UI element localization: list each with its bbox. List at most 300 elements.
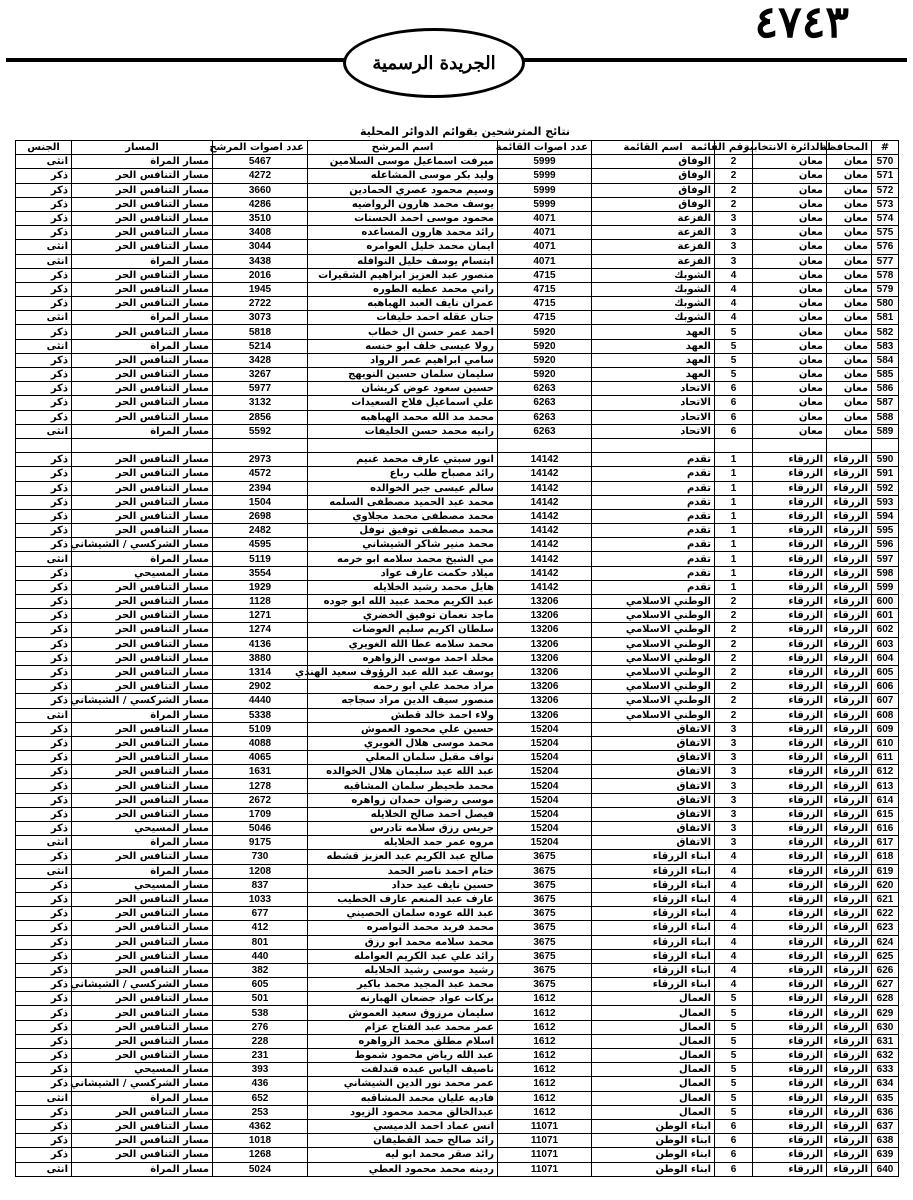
row-number-cell: 585 xyxy=(872,368,899,382)
governorate-cell: معان xyxy=(827,254,872,268)
gender-cell: ذكر xyxy=(16,268,72,282)
list-name-cell: العهد xyxy=(592,325,715,339)
track-cell: مسار التنافس الحر xyxy=(72,1148,213,1162)
row-number-cell: 587 xyxy=(872,396,899,410)
candidate-name-cell: رائد مصباح طلب رباع xyxy=(308,467,498,481)
gender-cell: ذكر xyxy=(16,793,72,807)
governorate-cell: الزرقاء xyxy=(827,509,872,523)
row-number-cell: 599 xyxy=(872,580,899,594)
track-cell: مسار التنافس الحر xyxy=(72,779,213,793)
gazette-title-oval xyxy=(343,28,525,98)
track-cell: مسار التنافس الحر xyxy=(72,509,213,523)
list-number-cell: 4 xyxy=(715,311,753,325)
table-title: نتائج المترشحين بقوائم الدوائر المحلية xyxy=(359,125,571,138)
track-cell: مسار التنافس الحر xyxy=(72,368,213,382)
candidate-votes-cell: 3408 xyxy=(213,226,308,240)
governorate-cell: الزرقاء xyxy=(827,935,872,949)
table-row xyxy=(16,495,899,509)
list-name-cell: الوطني الاسلامي xyxy=(592,694,715,708)
row-number-cell: 589 xyxy=(872,424,899,438)
row-number-cell: 620 xyxy=(872,878,899,892)
candidate-name-cell: حسين سعود عوض كريشان xyxy=(308,382,498,396)
candidate-name-cell: محمود موسى احمد الحسنات xyxy=(308,211,498,225)
gazette-title: الجريدة الرسمية xyxy=(372,52,496,74)
row-number-cell: 625 xyxy=(872,949,899,963)
list-name-cell: العهد xyxy=(592,353,715,367)
list-number-cell: 3 xyxy=(715,211,753,225)
gender-cell: ذكر xyxy=(16,467,72,481)
district-cell: الزرقاء xyxy=(753,481,827,495)
list-votes-cell: 13206 xyxy=(498,595,592,609)
row-number-cell: 588 xyxy=(872,410,899,424)
track-cell: مسار التنافس الحر xyxy=(72,651,213,665)
list-votes-cell: 1612 xyxy=(498,992,592,1006)
track-cell: مسار التنافس الحر xyxy=(72,1134,213,1148)
gender-cell: ذكر xyxy=(16,580,72,594)
governorate-cell: الزرقاء xyxy=(827,1063,872,1077)
list-votes-cell: 14142 xyxy=(498,481,592,495)
list-votes-cell: 13206 xyxy=(498,680,592,694)
candidate-name-cell: ختام احمد ناصر الحمد xyxy=(308,864,498,878)
district-cell: الزرقاء xyxy=(753,1020,827,1034)
governorate-cell: الزرقاء xyxy=(827,1091,872,1105)
candidate-name-cell: مروه عمر حمد الخلايله xyxy=(308,836,498,850)
governorate-cell: معان xyxy=(827,240,872,254)
candidate-name-cell: مخلد احمد موسى الزواهره xyxy=(308,651,498,665)
gender-cell: انثى xyxy=(16,311,72,325)
gender-cell: ذكر xyxy=(16,892,72,906)
governorate-cell: الزرقاء xyxy=(827,1148,872,1162)
row-number-cell: 597 xyxy=(872,552,899,566)
district-cell: الزرقاء xyxy=(753,921,827,935)
list-name-cell: الوفاق xyxy=(592,197,715,211)
candidate-votes-cell: 1945 xyxy=(213,282,308,296)
list-number-cell: 1 xyxy=(715,538,753,552)
table-row xyxy=(16,949,899,963)
track-cell: مسار التنافس الحر xyxy=(72,623,213,637)
candidate-name-cell: اسلام مطلق محمد الزواهره xyxy=(308,1034,498,1048)
row-number-cell: 618 xyxy=(872,850,899,864)
table-row xyxy=(16,396,899,410)
district-cell: معان xyxy=(753,396,827,410)
gender-cell: ذكر xyxy=(16,1134,72,1148)
governorate-cell: الزرقاء xyxy=(827,736,872,750)
list-votes-cell: 5999 xyxy=(498,169,592,183)
gender-cell: ذكر xyxy=(16,297,72,311)
list-name-cell: العمال xyxy=(592,1091,715,1105)
gender-cell: انثى xyxy=(16,708,72,722)
list-number-cell: 2 xyxy=(715,623,753,637)
gender-cell: ذكر xyxy=(16,396,72,410)
candidate-name-cell: رانيه محمد حسن الخليفات xyxy=(308,424,498,438)
gender-cell: ذكر xyxy=(16,992,72,1006)
list-votes-cell: 3675 xyxy=(498,978,592,992)
district-cell: الزرقاء xyxy=(753,722,827,736)
district-cell: الزرقاء xyxy=(753,524,827,538)
list-number-cell: 2 xyxy=(715,609,753,623)
candidate-votes-cell: 5818 xyxy=(213,325,308,339)
candidate-votes-cell: 5467 xyxy=(213,155,308,169)
list-number-cell: 3 xyxy=(715,226,753,240)
governorate-cell: معان xyxy=(827,268,872,282)
list-votes-cell: 3675 xyxy=(498,949,592,963)
candidate-votes-cell: 1929 xyxy=(213,580,308,594)
governorate-cell: الزرقاء xyxy=(827,836,872,850)
list-number-cell: 4 xyxy=(715,963,753,977)
row-number-cell: 617 xyxy=(872,836,899,850)
list-name-cell: الاتفاق xyxy=(592,736,715,750)
candidate-votes-cell: 1128 xyxy=(213,595,308,609)
gender-cell: ذكر xyxy=(16,665,72,679)
candidate-name-cell: منصور عبد العزيز ابراهيم الشقيرات xyxy=(308,268,498,282)
track-cell: مسار المراة xyxy=(72,254,213,268)
gender-cell: ذكر xyxy=(16,963,72,977)
list-number-cell: 6 xyxy=(715,1134,753,1148)
list-name-cell: ابناء الزرقاء xyxy=(592,907,715,921)
list-name-cell: تقدم xyxy=(592,580,715,594)
district-cell: الزرقاء xyxy=(753,1162,827,1176)
district-cell: الزرقاء xyxy=(753,495,827,509)
table-row xyxy=(16,1020,899,1034)
list-name-cell: الفزعة xyxy=(592,240,715,254)
row-number-cell: 606 xyxy=(872,680,899,694)
row-number-cell: 624 xyxy=(872,935,899,949)
list-name-cell: الوطني الاسلامي xyxy=(592,708,715,722)
track-cell: مسار الشركسي / الشيشاني xyxy=(72,978,213,992)
track-cell: مسار المراة xyxy=(72,836,213,850)
track-cell: مسار التنافس الحر xyxy=(72,765,213,779)
list-number-cell: 2 xyxy=(715,694,753,708)
list-votes-cell: 3675 xyxy=(498,850,592,864)
candidate-name-cell: سليمان سلمان حسين النويهج xyxy=(308,368,498,382)
governorate-cell: معان xyxy=(827,339,872,353)
list-name-cell: ابناء الزرقاء xyxy=(592,963,715,977)
list-votes-cell: 1612 xyxy=(498,1049,592,1063)
candidate-votes-cell: 5592 xyxy=(213,424,308,438)
track-cell: مسار التنافس الحر xyxy=(72,892,213,906)
header-number: # xyxy=(872,141,899,155)
candidate-name-cell: منصور سيف الدين مراد سجاجه xyxy=(308,694,498,708)
table-row xyxy=(16,907,899,921)
list-number-cell: 2 xyxy=(715,708,753,722)
table-row xyxy=(16,524,899,538)
list-votes-cell: 15204 xyxy=(498,779,592,793)
list-votes-cell: 14142 xyxy=(498,509,592,523)
row-number-cell: 596 xyxy=(872,538,899,552)
track-cell: مسار التنافس الحر xyxy=(72,211,213,225)
candidate-votes-cell: 3132 xyxy=(213,396,308,410)
list-name-cell: الاتحاد xyxy=(592,396,715,410)
district-cell: الزرقاء xyxy=(753,595,827,609)
governorate-cell: الزرقاء xyxy=(827,963,872,977)
list-votes-cell: 3675 xyxy=(498,963,592,977)
candidate-name-cell: جنان عقله احمد خليفات xyxy=(308,311,498,325)
list-number-cell: 1 xyxy=(715,481,753,495)
candidate-name-cell: عارف عبد المنعم عارف الخطيب xyxy=(308,892,498,906)
list-name-cell: العهد xyxy=(592,368,715,382)
gender-cell: ذكر xyxy=(16,538,72,552)
governorate-cell: الزرقاء xyxy=(827,595,872,609)
district-cell: معان xyxy=(753,268,827,282)
row-number-cell: 623 xyxy=(872,921,899,935)
row-number-cell: 604 xyxy=(872,651,899,665)
list-votes-cell: 5920 xyxy=(498,368,592,382)
list-number-cell: 4 xyxy=(715,268,753,282)
candidate-name-cell: ابتسام يوسف خليل النوافله xyxy=(308,254,498,268)
list-votes-cell: 3675 xyxy=(498,864,592,878)
header-list-name: اسم القائمة xyxy=(592,141,715,155)
district-cell: الزرقاء xyxy=(753,949,827,963)
gender-cell: ذكر xyxy=(16,722,72,736)
list-votes-cell: 6263 xyxy=(498,396,592,410)
track-cell: مسار التنافس الحر xyxy=(72,1049,213,1063)
list-number-cell: 5 xyxy=(715,325,753,339)
gender-cell: ذكر xyxy=(16,651,72,665)
governorate-cell: الزرقاء xyxy=(827,907,872,921)
district-cell: الزرقاء xyxy=(753,992,827,1006)
list-votes-cell: 5920 xyxy=(498,339,592,353)
row-number-cell: 570 xyxy=(872,155,899,169)
candidate-votes-cell: 2856 xyxy=(213,410,308,424)
track-cell: مسار التنافس الحر xyxy=(72,524,213,538)
governorate-cell: الزرقاء xyxy=(827,949,872,963)
candidate-votes-cell: 5119 xyxy=(213,552,308,566)
list-name-cell: الاتفاق xyxy=(592,765,715,779)
district-cell: معان xyxy=(753,339,827,353)
row-number-cell: 636 xyxy=(872,1105,899,1119)
candidate-name-cell: عبد الكريم محمد عبيد الله ابو جوده xyxy=(308,595,498,609)
candidate-name-cell: ولاء احمد خالد قطش xyxy=(308,708,498,722)
list-name-cell: تقدم xyxy=(592,552,715,566)
candidate-name-cell: جريس رزق سلامه تادرس xyxy=(308,822,498,836)
candidate-votes-cell: 2973 xyxy=(213,453,308,467)
district-cell: الزرقاء xyxy=(753,637,827,651)
list-name-cell: ابناء الزرقاء xyxy=(592,892,715,906)
candidate-name-cell: محمد طحيطر سلمان المشاقبه xyxy=(308,779,498,793)
district-cell: الزرقاء xyxy=(753,935,827,949)
list-number-cell: 2 xyxy=(715,651,753,665)
list-number-cell: 3 xyxy=(715,240,753,254)
track-cell: مسار التنافس الحر xyxy=(72,325,213,339)
header-track: المسار xyxy=(72,141,213,155)
list-number-cell: 6 xyxy=(715,382,753,396)
candidate-name-cell: حسين نايف عيد حداد xyxy=(308,878,498,892)
governorate-cell: الزرقاء xyxy=(827,467,872,481)
list-name-cell: الشوبك xyxy=(592,311,715,325)
candidate-name-cell: حسين علي محمود العموش xyxy=(308,722,498,736)
candidate-votes-cell: 4595 xyxy=(213,538,308,552)
list-number-cell: 4 xyxy=(715,921,753,935)
list-votes-cell: 4715 xyxy=(498,282,592,296)
governorate-cell: الزرقاء xyxy=(827,637,872,651)
table-row xyxy=(16,382,899,396)
list-votes-cell: 1612 xyxy=(498,1034,592,1048)
table-row xyxy=(16,155,899,169)
governorate-cell: معان xyxy=(827,424,872,438)
governorate-cell: الزرقاء xyxy=(827,651,872,665)
list-votes-cell: 11071 xyxy=(498,1148,592,1162)
header-list-votes: عدد اصوات القائمة xyxy=(498,141,592,155)
governorate-cell: الزرقاء xyxy=(827,892,872,906)
track-cell: مسار التنافس الحر xyxy=(72,609,213,623)
gender-cell: ذكر xyxy=(16,623,72,637)
candidate-votes-cell: 605 xyxy=(213,978,308,992)
row-number-cell: 609 xyxy=(872,722,899,736)
list-votes-cell: 15204 xyxy=(498,793,592,807)
gender-cell: ذكر xyxy=(16,921,72,935)
track-cell: مسار المسيحي xyxy=(72,566,213,580)
table-row xyxy=(16,850,899,864)
governorate-cell: معان xyxy=(827,368,872,382)
table-row xyxy=(16,637,899,651)
track-cell: مسار التنافس الحر xyxy=(72,226,213,240)
table-row xyxy=(16,836,899,850)
list-name-cell: ابناء الوطن xyxy=(592,1162,715,1176)
track-cell: مسار التنافس الحر xyxy=(72,197,213,211)
table-row xyxy=(16,339,899,353)
candidate-votes-cell: 1504 xyxy=(213,495,308,509)
gender-cell: ذكر xyxy=(16,524,72,538)
gender-cell: ذكر xyxy=(16,197,72,211)
gender-cell: ذكر xyxy=(16,410,72,424)
district-cell: معان xyxy=(753,382,827,396)
candidate-name-cell: محمد فريد محمد النواصره xyxy=(308,921,498,935)
list-votes-cell: 4071 xyxy=(498,211,592,225)
district-cell: الزرقاء xyxy=(753,1006,827,1020)
list-votes-cell: 5999 xyxy=(498,183,592,197)
track-cell: مسار التنافس الحر xyxy=(72,793,213,807)
table-row xyxy=(16,1091,899,1105)
list-name-cell: الاتحاد xyxy=(592,424,715,438)
track-cell: مسار المراة xyxy=(72,424,213,438)
row-number-cell: 594 xyxy=(872,509,899,523)
candidate-votes-cell: 3880 xyxy=(213,651,308,665)
track-cell xyxy=(72,438,213,452)
table-row xyxy=(16,1148,899,1162)
table-row xyxy=(16,992,899,1006)
candidate-votes-cell: 2016 xyxy=(213,268,308,282)
list-name-cell: تقدم xyxy=(592,495,715,509)
row-number-cell: 607 xyxy=(872,694,899,708)
district-cell: الزرقاء xyxy=(753,736,827,750)
row-number-cell: 615 xyxy=(872,807,899,821)
candidate-name-cell: صالح عبد الكريم عبد العزيز قشطه xyxy=(308,850,498,864)
gender-cell: ذكر xyxy=(16,878,72,892)
list-votes-cell: 14142 xyxy=(498,552,592,566)
list-name-cell: الاتفاق xyxy=(592,751,715,765)
row-number-cell: 598 xyxy=(872,566,899,580)
list-name-cell: الاتفاق xyxy=(592,807,715,821)
list-votes-cell: 13206 xyxy=(498,623,592,637)
list-number-cell: 6 xyxy=(715,410,753,424)
candidate-name-cell: يوسف محمد هارون الرواضيه xyxy=(308,197,498,211)
track-cell: مسار التنافس الحر xyxy=(72,353,213,367)
candidate-votes-cell: 1268 xyxy=(213,1148,308,1162)
candidate-votes-cell: 501 xyxy=(213,992,308,1006)
track-cell: مسار التنافس الحر xyxy=(72,240,213,254)
gender-cell: ذكر xyxy=(16,765,72,779)
candidate-votes-cell: 2698 xyxy=(213,509,308,523)
track-cell: مسار التنافس الحر xyxy=(72,183,213,197)
gender-cell: ذكر xyxy=(16,779,72,793)
candidate-name-cell: ميلاد حكمت عارف عواد xyxy=(308,566,498,580)
row-number-cell: 630 xyxy=(872,1020,899,1034)
table-row xyxy=(16,453,899,467)
row-number-cell: 601 xyxy=(872,609,899,623)
district-cell: الزرقاء xyxy=(753,708,827,722)
track-cell: مسار التنافس الحر xyxy=(72,495,213,509)
district-cell: الزرقاء xyxy=(753,1049,827,1063)
header-candidate-votes: عدد اصوات المرشح xyxy=(213,141,308,155)
gender-cell: ذكر xyxy=(16,822,72,836)
candidate-name-cell: مي الشيخ محمد سلامه ابو خرمه xyxy=(308,552,498,566)
gender-cell: ذكر xyxy=(16,609,72,623)
list-votes-cell xyxy=(498,438,592,452)
candidate-name-cell: عبدالخالق محمد محمود الزيود xyxy=(308,1105,498,1119)
gender-cell: ذكر xyxy=(16,1119,72,1133)
list-number-cell: 2 xyxy=(715,595,753,609)
candidate-name-cell: نواف مقبل سلمان المعلي xyxy=(308,751,498,765)
track-cell: مسار المراة xyxy=(72,339,213,353)
track-cell: مسار المراة xyxy=(72,155,213,169)
table-row xyxy=(16,807,899,821)
table-row xyxy=(16,736,899,750)
candidate-votes-cell: 1631 xyxy=(213,765,308,779)
list-votes-cell: 13206 xyxy=(498,651,592,665)
governorate-cell: معان xyxy=(827,226,872,240)
candidate-name-cell: محمد سلامه محمد ابو رزق xyxy=(308,935,498,949)
gender-cell: ذكر xyxy=(16,368,72,382)
governorate-cell: الزرقاء xyxy=(827,538,872,552)
table-row xyxy=(16,282,899,296)
gender-cell: ذكر xyxy=(16,382,72,396)
governorate-cell: الزرقاء xyxy=(827,495,872,509)
district-cell: معان xyxy=(753,410,827,424)
table-row xyxy=(16,822,899,836)
track-cell: مسار التنافس الحر xyxy=(72,722,213,736)
candidate-votes-cell: 538 xyxy=(213,1006,308,1020)
list-name-cell: الاتفاق xyxy=(592,779,715,793)
gender-cell: ذكر xyxy=(16,226,72,240)
district-cell: الزرقاء xyxy=(753,665,827,679)
candidate-name-cell: محمد منير شاكر الشيشاني xyxy=(308,538,498,552)
list-name-cell: الوفاق xyxy=(592,183,715,197)
district-cell: الزرقاء xyxy=(753,1091,827,1105)
list-votes-cell: 4715 xyxy=(498,311,592,325)
list-votes-cell: 4071 xyxy=(498,254,592,268)
list-name-cell: الاتفاق xyxy=(592,722,715,736)
list-votes-cell: 15204 xyxy=(498,736,592,750)
row-number-cell: 579 xyxy=(872,282,899,296)
table-row xyxy=(16,680,899,694)
candidate-votes-cell: 1033 xyxy=(213,892,308,906)
gender-cell: ذكر xyxy=(16,595,72,609)
list-name-cell: الاتفاق xyxy=(592,793,715,807)
list-name-cell: تقدم xyxy=(592,566,715,580)
track-cell: مسار المراة xyxy=(72,1162,213,1176)
row-number-cell: 577 xyxy=(872,254,899,268)
district-cell: الزرقاء xyxy=(753,779,827,793)
governorate-cell: الزرقاء xyxy=(827,921,872,935)
list-votes-cell: 13206 xyxy=(498,665,592,679)
gender-cell: ذكر xyxy=(16,1063,72,1077)
district-cell: الزرقاء xyxy=(753,651,827,665)
track-cell: مسار التنافس الحر xyxy=(72,169,213,183)
row-number-cell: 590 xyxy=(872,453,899,467)
list-name-cell xyxy=(592,438,715,452)
list-name-cell: ابناء الوطن xyxy=(592,1148,715,1162)
district-cell: الزرقاء xyxy=(753,864,827,878)
